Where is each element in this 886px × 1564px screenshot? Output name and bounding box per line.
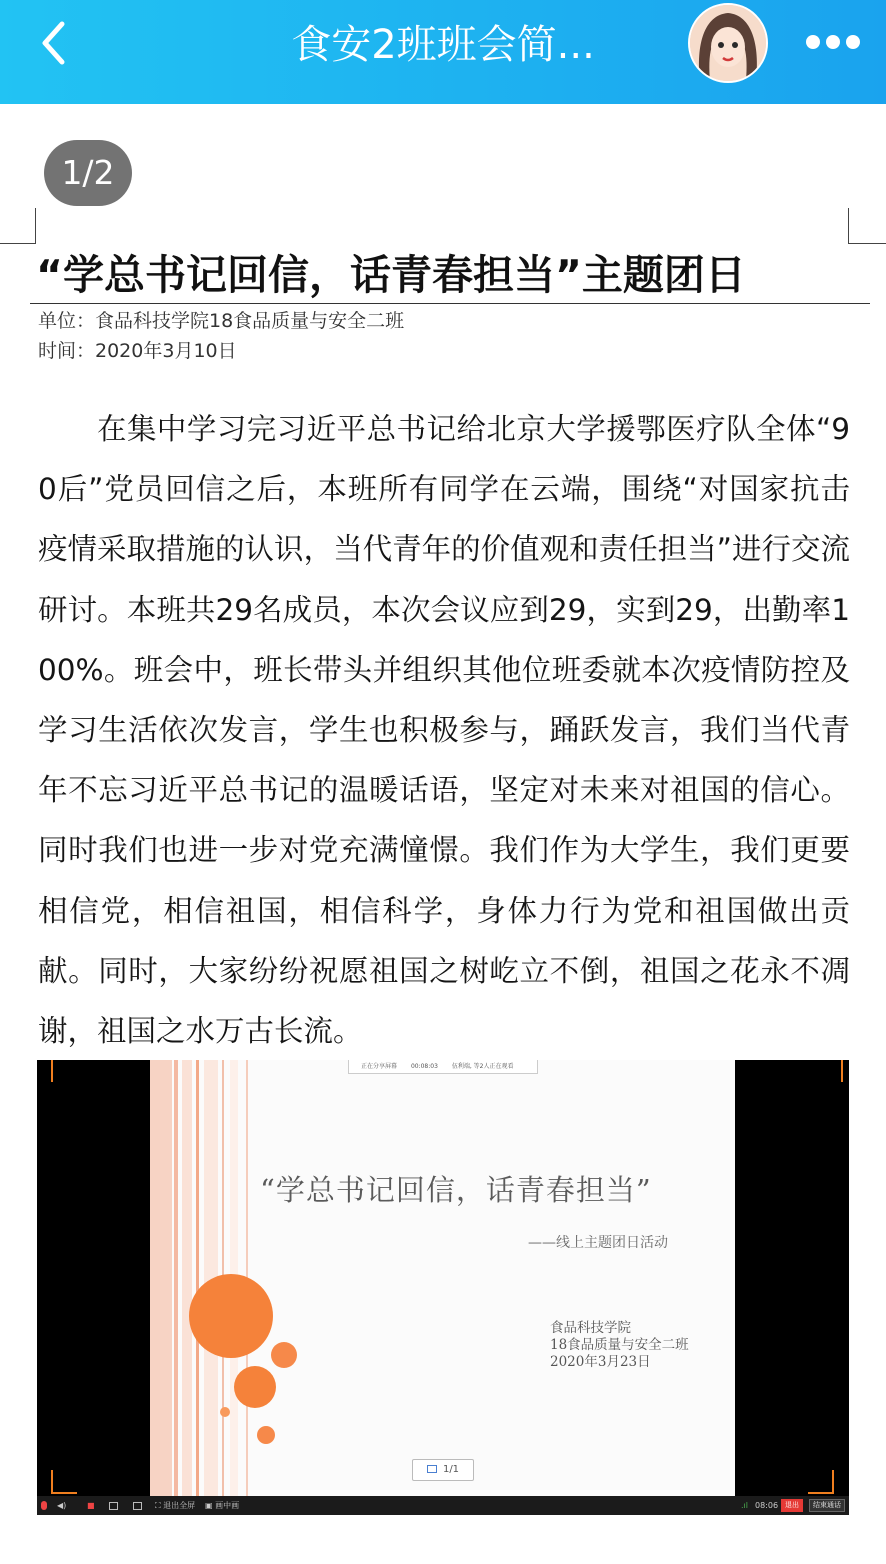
decorative-circle <box>220 1407 230 1417</box>
microphone-icon <box>41 1501 47 1510</box>
slide-class: 18食品质量与安全二班 <box>550 1337 689 1353</box>
share-viewers: 伍利端, 等2人正在观看 <box>451 1063 514 1070</box>
screen-share-status-bar <box>348 1060 538 1074</box>
page-title: 食安2班班会简... <box>291 22 595 68</box>
exit-fullscreen-icon: ⛶ 退出全屏 <box>155 1501 196 1510</box>
slide-stripe-decoration <box>150 1060 270 1496</box>
camera-off-icon: ■ <box>87 1501 95 1510</box>
decorative-circle <box>257 1426 275 1444</box>
call-duration: 08:06 <box>755 1501 779 1510</box>
frame-corner <box>808 1470 834 1494</box>
document-unit: 单位：食品科技学院18食品质量与安全二班 <box>38 310 405 332</box>
exit-meeting-button: 退出 <box>781 1499 803 1512</box>
document-body: 在集中学习完习近平总书记给北京大学援鄂医疗队全体“90后”党员回信之后，本班所有同学在云端，围绕“对国家抗击疫情采取措施的认识，当代青年的价值观和责任担当”进行交流研讨。本班共29名成员，本次会议应到29，实到29，出勤率100%。班会中，班长带头并组织其他位班委就本次疫情防控及学习生活依次发言，学生也积极参与，踊跃发言，我们当代青年不忘习近平总书记的温暖话语，坚定对未来对祖国的信心。同时我们也进一步对党充满憧憬。我们作为大学生，我们更要相信党，相信祖国，相信科学，身体力行为党和祖国做出贡献。同时，大家纷纷祝愿祖国之树屹立不倒，祖国之花永不凋谢，祖国之水万古长流。 <box>38 412 850 1049</box>
decorative-circle <box>271 1342 297 1368</box>
presentation-slide <box>150 1060 735 1496</box>
slide-info <box>550 1320 730 1371</box>
end-call-button: 结束通话 <box>809 1499 845 1512</box>
document-title: “学总书记回信，话青春担当”主题团日 <box>36 251 746 299</box>
more-dots-icon <box>846 35 860 49</box>
page-indicator: 1/2 <box>44 140 132 206</box>
frame-corner <box>51 1470 77 1494</box>
signal-icon: .ıl <box>741 1501 748 1510</box>
more-dots-icon <box>806 35 820 49</box>
more-options-button[interactable] <box>800 22 864 62</box>
meeting-toolbar <box>37 1496 849 1515</box>
screen-icon <box>109 1496 118 1515</box>
pip-label: 画中画 <box>215 1501 240 1510</box>
top-app-bar <box>0 0 886 104</box>
share-icon <box>133 1496 142 1515</box>
speaker-icon: ◀) <box>57 1501 67 1510</box>
crop-mark-right <box>848 208 886 244</box>
decorative-circle <box>234 1366 276 1408</box>
slide-subtitle: ——线上主题团日活动 <box>528 1235 668 1251</box>
back-button[interactable] <box>30 18 80 68</box>
pip-icon: ▣ 画中画 <box>205 1501 240 1510</box>
title-divider <box>30 303 870 304</box>
share-time: 00:08:03 <box>410 1063 438 1070</box>
embedded-meeting-screenshot <box>37 1060 849 1515</box>
chevron-left-icon <box>30 18 80 68</box>
slide-date: 2020年3月23日 <box>550 1354 651 1370</box>
user-avatar-icon <box>690 5 766 81</box>
share-status: 正在分享屏幕 <box>361 1063 398 1070</box>
decorative-circle <box>189 1274 273 1358</box>
frame-corner <box>51 1060 63 1082</box>
exit-fullscreen-label: 退出全屏 <box>163 1501 196 1510</box>
slide-college: 食品科技学院 <box>550 1320 631 1336</box>
frame-corner <box>831 1060 843 1082</box>
avatar[interactable] <box>688 3 768 83</box>
crop-mark-left <box>0 208 36 244</box>
slide-thumbnail-icon <box>427 1465 437 1473</box>
slide-page-control <box>412 1459 474 1481</box>
document-time: 时间：2020年3月10日 <box>38 340 237 362</box>
slide-page-number: 1/1 <box>442 1464 460 1475</box>
slide-title: “学总书记回信，话青春担当” <box>260 1173 652 1207</box>
more-dots-icon <box>826 35 840 49</box>
